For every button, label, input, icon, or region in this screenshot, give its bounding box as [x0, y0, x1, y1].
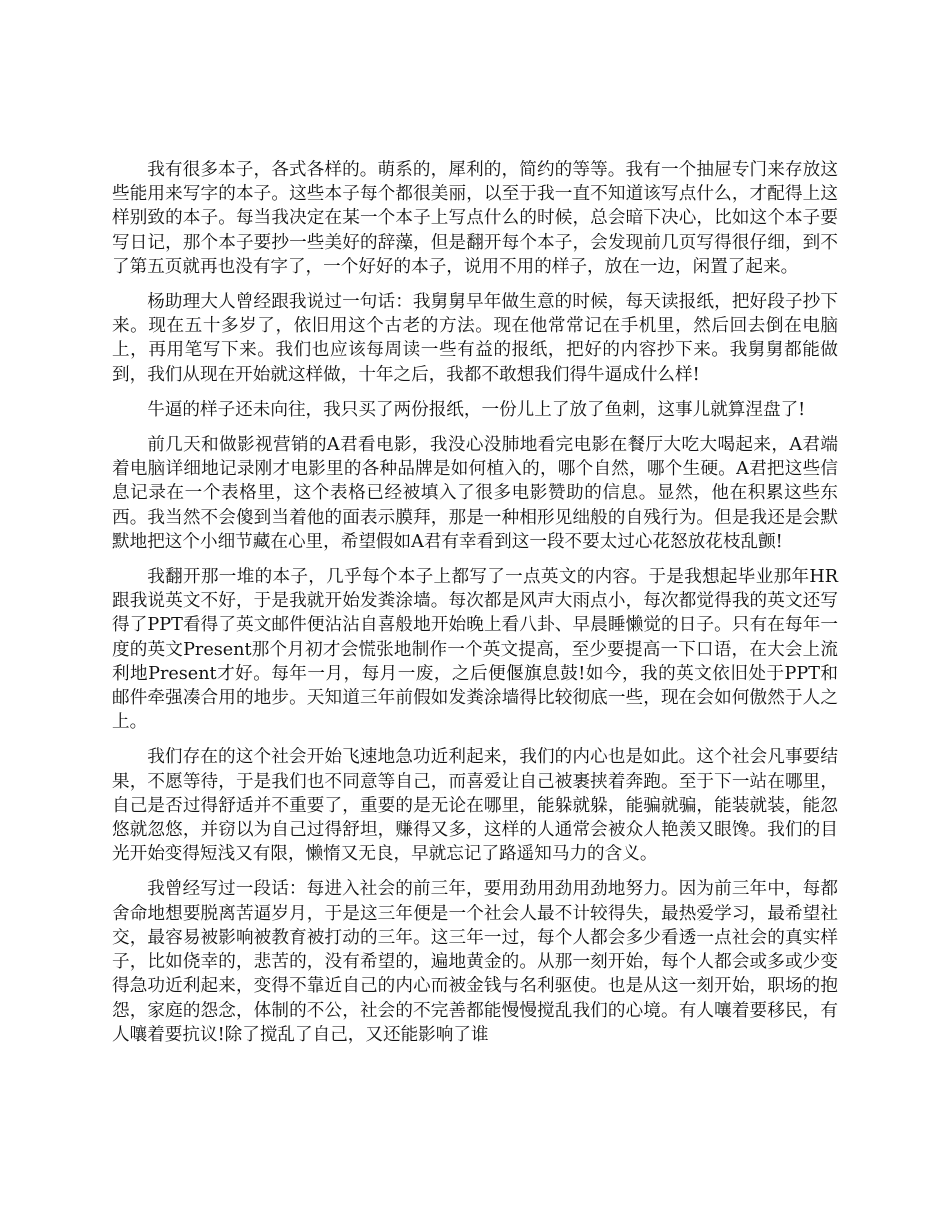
paragraph-3: 牛逼的样子还未向往，我只买了两份报纸，一份儿上了放了鱼刺，这事儿就算涅盘了!	[147, 399, 806, 420]
paragraph-4: 前几天和做影视营销的A君看电影，我没心没肺地看完电影在餐厅大吃大喝起来，A君端着电脑详细地记录刚才电影里的各种品牌是如何植入的，哪个自然，哪个生硬。A君把这些信息记录在一个表格里，这个表格已经被填入了很多电影赞助的信息。显然，他在积累这些东西。我当然不会傻到当着他的面表示膜拜，那是一种相形见绌般的自残行为。但是我还是会默默地把这个小细节藏在心里，希望假如A君有幸看到这一段不要太过心花怒放花枝乱颤!	[112, 435, 838, 552]
document-body	[112, 158, 838, 1058]
paragraph-6: 我们存在的这个社会开始飞速地急功近利起来，我们的内心也是如此。这个社会凡事要结果，不愿等待，于是我们也不同意等自己，而喜爱让自己被裹挟着奔跑。至于下一站在哪里，自己是否过得舒适并不重要了，重要的是无论在哪里，能躲就躲，能骗就骗，能装就装，能忽悠就忽悠，并窃以为自己过得舒坦，赚得又多，这样的人通常会被众人艳羡又眼馋。我们的目光开始变得短浅又有限，懒惰又无良，早就忘记了路遥知马力的含义。	[112, 747, 838, 865]
paragraph-7: 我曾经写过一段话：每进入社会的前三年，要用劲用劲用劲地努力。因为前三年中，每都舍命地想要脱离苦逼岁月，于是这三年便是一个社会人最不计较得失，最热爱学习，最希望社交，最容易被影响被教育被打动的三年。这三年一过，每个人都会多少看透一点社会的真实样子，比如侥幸的，悲苦的，没有希望的，遍地黄金的。从那一刻开始，每个人都会或多或少变得急功近利起来，变得不靠近自己的内心而被金钱与名利驱使。也是从这一刻开始，职场的抱怨，家庭的怨念，体制的不公，社会的不完善都能慢慢搅乱我们的心境。有人嚷着要移民，有人嚷着要抗议!除了搅乱了自己，又还能影响了谁	[112, 879, 838, 1045]
paragraph-1: 我有很多本子，各式各样的。萌系的，犀利的，简约的等等。我有一个抽屉专门来存放这些能用来写字的本子。这些本子每个都很美丽，以至于我一直不知道该写点什么，才配得上这样别致的本子。每当我决定在某一个本子上写点什么的时候，总会暗下决心，比如这个本子要写日记，那个本子要抄一些美好的辞藻，但是翻开每个本子，会发现前几页写得很仔细，到不了第五页就再也没有字了，一个好好的本子，说用不用的样子，放在一边，闲置了起来。	[112, 160, 838, 277]
paragraph-5: 我翻开那一堆的本子，几乎每个本子上都写了一点英文的内容。于是我想起毕业那年HR跟我说英文不好，于是我就开始发粪涂墙。每次都是风声大雨点小，每次都觉得我的英文还写得了PPT看得了英文邮件便沾沾自喜般地开始晚上看八卦、早晨睡懒觉的日子。只有在每年一度的英文Present那个月初才会慌张地制作一个英文提高，至少要提高一下口语，在大会上流利地Present才好。每年一月，每月一废，之后便偃旗息鼓!如今，我的英文依旧处于PPT和邮件牵强凑合用的地步。天知道三年前假如发粪涂墙得比较彻底一些，现在会如何傲然于人之上。	[112, 567, 838, 733]
paragraph-2: 杨助理大人曾经跟我说过一句话：我舅舅早年做生意的时候，每天读报纸，把好段子抄下来。现在五十多岁了，依旧用这个古老的方法。现在他常常记在手机里，然后回去倒在电脑上，再用笔写下来。我们也应该每周读一些有益的报纸，把好的内容抄下来。我舅舅都能做到，我们从现在开始就这样做，十年之后，我都不敢想我们得牛逼成什么样!	[112, 292, 838, 385]
